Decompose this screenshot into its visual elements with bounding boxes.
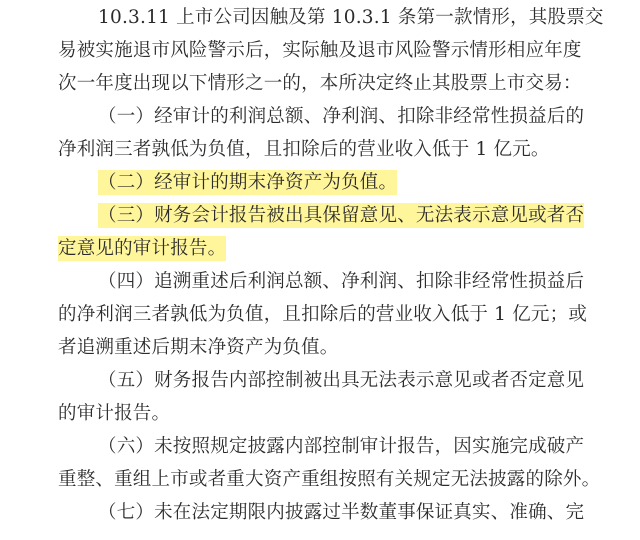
text-line-2 — [0, 35, 640, 67]
text-line-14 — [0, 431, 640, 463]
line-text: 者追溯重述后期末净资产为负值。 — [58, 337, 339, 358]
text-line-10 — [0, 299, 640, 331]
highlighted-text: （三）财务会计报告被出具保留意见、无法表示意见或者否 — [98, 205, 585, 226]
line-text: （七）未在法定期限内披露过半数董事保证真实、准确、完 — [98, 502, 585, 523]
text-line-7-highlighted — [0, 200, 640, 232]
text-line-15 — [0, 464, 640, 496]
line-text: （一）经审计的利润总额、净利润、扣除非经常性损益后的 — [98, 106, 585, 127]
text-line-16 — [0, 497, 640, 529]
text-line-1 — [0, 2, 640, 34]
text-line-12 — [0, 365, 640, 397]
text-line-8-highlighted — [0, 233, 640, 265]
highlighted-text: 定意见的审计报告。 — [58, 238, 227, 259]
text-line-4 — [0, 101, 640, 133]
line-text: （六）未按照规定披露内部控制审计报告，因实施完成破产 — [98, 436, 585, 457]
text-line-5 — [0, 134, 640, 166]
line-text: 的净利润三者孰低为负值，且扣除后的营业收入低于 1 亿元；或 — [58, 304, 588, 325]
line-text: （五）财务报告内部控制被出具无法表示意见或者否定意见 — [98, 370, 585, 391]
line-text: 10.3.11 上市公司因触及第 10.3.1 条第一款情形，其股票交 — [98, 7, 604, 28]
text-line-3 — [0, 68, 640, 100]
line-text: 的审计报告。 — [58, 403, 171, 424]
line-text: 净利润三者孰低为负值，且扣除后的营业收入低于 1 亿元。 — [58, 139, 550, 160]
line-text: （四）追溯重述后利润总额、净利润、扣除非经常性损益后 — [98, 271, 585, 292]
text-line-9 — [0, 266, 640, 298]
text-line-11 — [0, 332, 640, 364]
line-text: 次一年度出现以下情形之一的，本所决定终止其股票上市交易： — [58, 73, 582, 94]
line-text: 重整、重组上市或者重大资产重组按照有关规定无法披露的除外。 — [58, 469, 601, 490]
text-line-6-highlighted — [0, 167, 640, 199]
text-line-13 — [0, 398, 640, 430]
highlighted-text: （二）经审计的期末净资产为负值。 — [98, 172, 398, 193]
line-text: 易被实施退市风险警示后，实际触及退市风险警示情形相应年度 — [58, 40, 582, 61]
